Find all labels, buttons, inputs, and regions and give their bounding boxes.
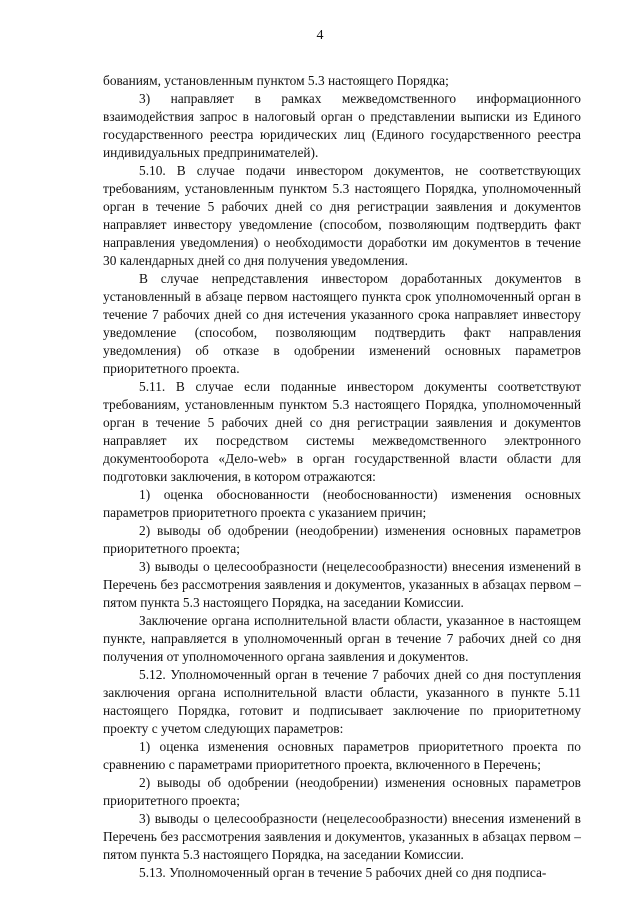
paragraph: 3) направляет в рамках межведомственного информационного взаимодействия запрос в налоговый орган о представлении выписки из Единого государственного реестра юридических лиц (Единого государственного реестра индивидуальных предпринимателей). — [103, 91, 581, 160]
document-body — [103, 72, 581, 882]
paragraph: Заключение органа исполнительной власти области, указанное в настоящем пункте, направляется в уполномоченный орган в течение 7 рабочих дней со дня получения от уполномоченного органа заявления и документов. — [103, 613, 581, 664]
page-number: 4 — [316, 28, 324, 43]
paragraph: В случае непредставления инвестором доработанных документов в установленный в абзаце первом настоящего пункта срок уполномоченный орган в течение 7 рабочих дней со дня истечения указанного срока направляет инвестору уведомление (способом, позволяющим подтвердить факт направления уведомления) об отказе в одобрении изменений основных параметров приоритетного проекта. — [103, 271, 581, 376]
list-item: 1) оценка изменения основных параметров приоритетного проекта по сравнению с параметрами приоритетного проекта, включенного в Перечень; — [103, 739, 581, 772]
list-item: 3) выводы о целесообразности (нецелесообразности) внесения изменений в Перечень без рассмотрения заявления и документов, указанных в абзацах первом – пятом пункта 5.3 настоящего Порядка, на заседании Комиссии. — [103, 559, 581, 610]
list-item: 2) выводы об одобрении (неодобрении) изменения основных параметров приоритетного проекта; — [103, 775, 581, 808]
list-item: 3) выводы о целесообразности (нецелесообразности) внесения изменений в Перечень без рассмотрения заявления и документов, указанных в абзацах первом – пятом пункта 5.3 настоящего Порядка, на заседании Комиссии. — [103, 811, 581, 862]
paragraph-5-11: 5.11. В случае если поданные инвестором документы соответствуют требованиям, установленным пунктом 5.3 настоящего Порядка, уполномоченный орган в течение 5 рабочих дней со дня регистрации заявления и документов направляет их посредством системы межведомственного электронного документооборота «Дело-web» в орган государственной власти области для подготовки заключения, в котором отражаются: — [103, 379, 581, 484]
list-item: 2) выводы об одобрении (неодобрении) изменения основных параметров приоритетного проекта; — [103, 523, 581, 556]
list-item: 1) оценка обоснованности (необоснованности) изменения основных параметров приоритетного проекта с указанием причин; — [103, 487, 581, 520]
paragraph: бованиям, установленным пунктом 5.3 настоящего Порядка; — [103, 73, 449, 88]
paragraph-5-12: 5.12. Уполномоченный орган в течение 7 рабочих дней со дня поступления заключения органа исполнительной власти области, указанного в пункте 5.11 настоящего Порядка, готовит и подписывает заключение по приоритетному проекту с учетом следующих параметров: — [103, 667, 581, 736]
paragraph-5-10: 5.10. В случае подачи инвестором документов, не соответствующих требованиям, установленным пунктом 5.3 настоящего Порядка, уполномоченный орган в течение 5 рабочих дней со дня регистрации заявления и документов направляет инвестору уведомление (способом, позволяющим подтвердить факт направления уведомления) о необходимости доработки им документов в течение 30 календарных дней со дня получения уведомления. — [103, 163, 581, 268]
paragraph-5-13: 5.13. Уполномоченный орган в течение 5 рабочих дней со дня подписа- — [139, 865, 547, 880]
